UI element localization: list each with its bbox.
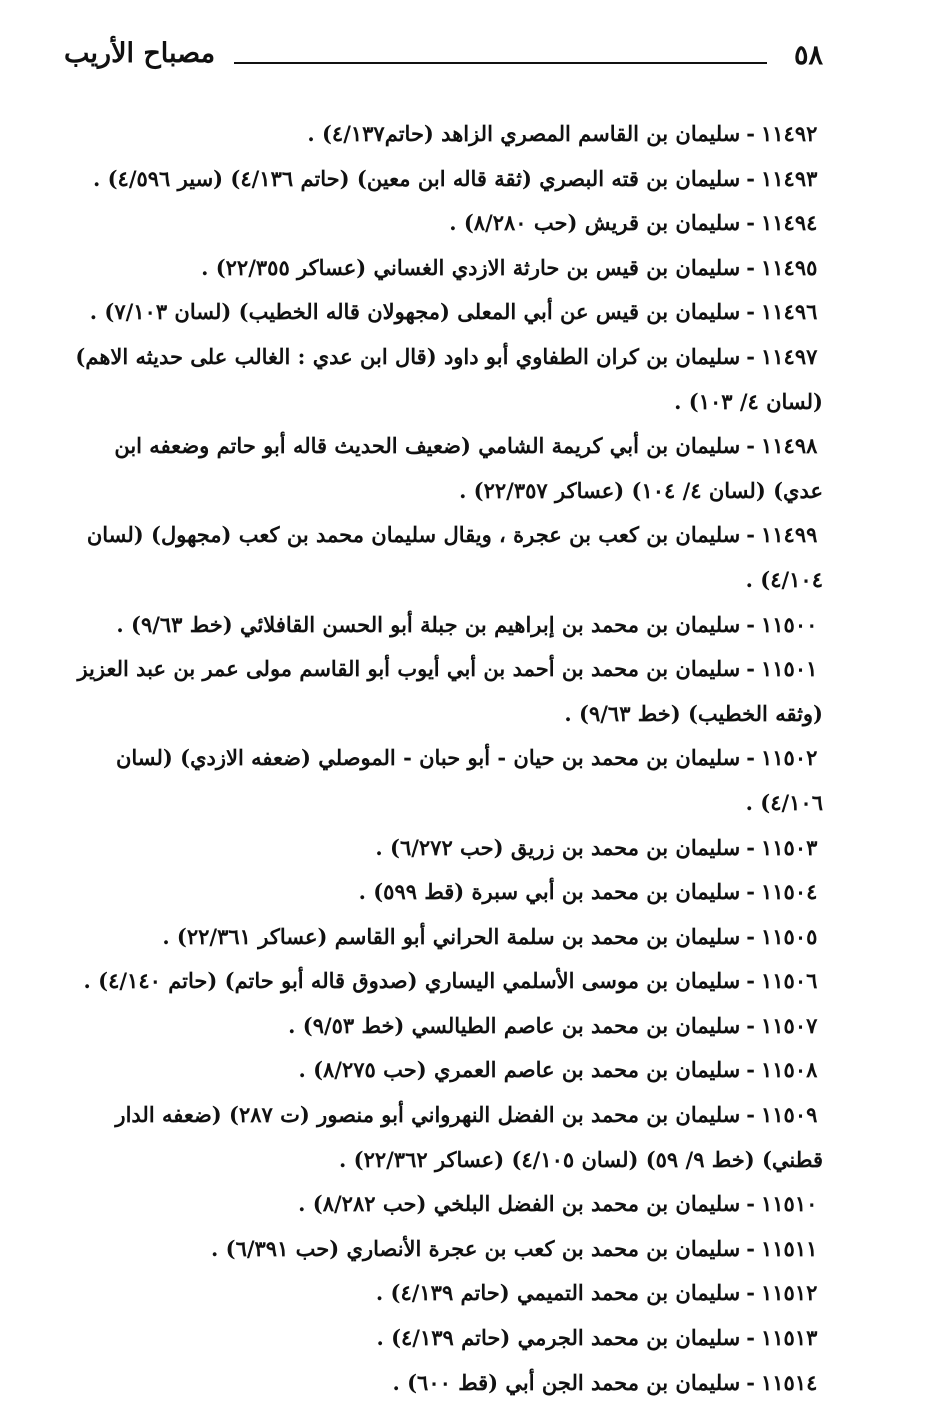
entry-text: سليمان بن قريش (حب ٨/٢٨٠) . <box>449 210 741 236</box>
entry-text: سليمان بن قيس عن أبي المعلى (مجهولان قاله الخطيب) (لسان ٧/١٠٣) . <box>89 299 741 325</box>
entry-text: سليمان بن محمد بن حيان - أبو حبان - الموصلي (ضعفه الازدي) (لسان ٤/١٠٦) . <box>115 745 823 815</box>
entry: ١١٤٩٨-سليمان بن أبي كريمة الشامي (ضعيف الحديث قاله أبو حاتم وضعفه ابن عدي) (لسان ٤/ ١٠٤) (عساكر ٢٢/٣٥٧) . <box>63 424 823 513</box>
entry-number: ١١٥٠٣ <box>761 834 818 860</box>
entry-text: سليمان بن قيس بن حارثة الازدي الغساني (عساكر ٢٢/٣٥٥) . <box>201 254 741 280</box>
entry-number: ١١٤٩٦ <box>761 299 818 325</box>
entry-text: سليمان بن موسى الأسلمي اليساري (صدوق قاله أبو حاتم) (حاتم ٤/١٤٠) . <box>83 968 741 994</box>
entry-number: ١١٥١٢ <box>761 1280 818 1306</box>
header-rule <box>234 62 767 64</box>
entry-text: سليمان بن محمد بن عاصم العمري (حب ٨/٢٧٥) . <box>298 1057 741 1083</box>
entry: ١١٥٠٧-سليمان بن محمد بن عاصم الطيالسي (خط ٩/٥٣) . <box>63 1004 823 1049</box>
entry-number: ١١٤٩٣ <box>761 165 818 191</box>
entry-list <box>63 112 823 1405</box>
entry: ١١٤٩٦-سليمان بن قيس عن أبي المعلى (مجهولان قاله الخطيب) (لسان ٧/١٠٣) . <box>63 290 823 335</box>
entry: ١١٥١٣-سليمان بن محمد الجرمي (حاتم ٤/١٣٩) . <box>63 1316 823 1361</box>
entry-text: سليمان بن محمد بن أبي سبرة (قط ٥٩٩) . <box>358 879 741 905</box>
entry-number: ١١٥٠٩ <box>761 1102 818 1128</box>
entry-number: ١١٥٠٥ <box>761 923 818 949</box>
entry: ١١٥٠٥-سليمان بن محمد بن سلمة الحراني أبو القاسم (عساكر ٢٢/٣٦١) . <box>63 915 823 960</box>
entry: ١١٥١٢-سليمان بن محمد التميمي (حاتم ٤/١٣٩) . <box>63 1271 823 1316</box>
entry: ١١٥٠٢-سليمان بن محمد بن حيان - أبو حبان - الموصلي (ضعفه الازدي) (لسان ٤/١٠٦) . <box>63 736 823 825</box>
entry: ١١٥٠٣-سليمان بن محمد بن زريق (حب ٦/٢٧٢) . <box>63 826 823 871</box>
entry-text: سليمان بن كران الطفاوي أبو داود (قال ابن عدي : الغالب على حديثه الاهم) (لسان ٤/ ١٠٣) . <box>75 343 823 414</box>
entry-text: سليمان بن محمد التميمي (حاتم ٤/١٣٩) . <box>375 1280 741 1306</box>
entry-number: ١١٥٠٨ <box>761 1057 818 1083</box>
entry-text: سليمان بن قته البصري (ثقة قاله ابن معين) (حاتم ٤/١٣٦) (سير ٤/٥٩٦) . <box>92 165 741 191</box>
entry: ١١٥٠٩-سليمان بن محمد بن الفضل النهرواني أبو منصور (ت ٢٨٧) (ضعفه الدار قطني) (خط ٩/ ٥٩) (لسان ٤/١٠٥) (عساكر ٢٢/٣٦٢) . <box>63 1093 823 1182</box>
book-title: مصباح الأريب <box>64 38 216 69</box>
entry: ١١٥١٠-سليمان بن محمد بن الفضل البلخي (حب ٨/٢٨٢) . <box>63 1182 823 1227</box>
entry-number: ١١٤٩٤ <box>761 210 818 236</box>
entry-number: ١١٤٩٨ <box>761 433 818 459</box>
entry-number: ١١٥١١ <box>761 1235 818 1261</box>
page-header <box>64 38 823 82</box>
entry: ١١٥١١-سليمان بن محمد بن كعب بن عجرة الأنصاري (حب ٦/٣٩١) . <box>63 1227 823 1272</box>
entry: ١١٥١٤-سليمان بن محمد الجن أبي (قط ٦٠٠) . <box>63 1361 823 1405</box>
entry-number: ١١٥٠٠ <box>761 611 818 637</box>
entry-number: ١١٥٠٤ <box>761 879 818 905</box>
entry-number: ١١٥٠١ <box>761 656 818 682</box>
entry-number: ١١٥١٤ <box>761 1369 818 1395</box>
entry-text: سليمان بن محمد بن إبراهيم بن جبلة أبو الحسن القافلائي (خط ٩/٦٣) . <box>116 611 741 637</box>
entry-text: سليمان بن محمد بن الفضل البلخي (حب ٨/٢٨٢) . <box>298 1191 741 1217</box>
entry-text: سليمان بن محمد الجن أبي (قط ٦٠٠) . <box>392 1369 741 1395</box>
entry-number: ١١٥٠٢ <box>761 745 818 771</box>
entry: ١١٥٠٠-سليمان بن محمد بن إبراهيم بن جبلة أبو الحسن القافلائي (خط ٩/٦٣) . <box>63 603 823 648</box>
entry-text: سليمان بن محمد الجرمي (حاتم ٤/١٣٩) . <box>376 1325 741 1351</box>
entry: ١١٤٩٥-سليمان بن قيس بن حارثة الازدي الغساني (عساكر ٢٢/٣٥٥) . <box>63 246 823 291</box>
entry-number: ١١٤٩٩ <box>761 522 818 548</box>
entry-text: سليمان بن كعب بن عجرة ، ويقال سليمان محمد بن كعب (مجهول) (لسان ٤/١٠٤) . <box>86 522 823 592</box>
entry: ١١٥٠٦-سليمان بن موسى الأسلمي اليساري (صدوق قاله أبو حاتم) (حاتم ٤/١٤٠) . <box>63 959 823 1004</box>
entry: ١١٥٠٨-سليمان بن محمد بن عاصم العمري (حب ٨/٢٧٥) . <box>63 1048 823 1093</box>
entry-number: ١١٤٩٧ <box>761 343 818 369</box>
entry: ١١٥٠١-سليمان بن محمد بن أحمد بن أبي أيوب أبو القاسم مولى عمر بن عبد العزيز (وثقه الخطيب) (خط ٩/٦٣) . <box>63 647 823 736</box>
entry-text: سليمان بن القاسم المصري الزاهد (حاتم٤/١٣٧) . <box>307 121 741 146</box>
entry-text: سليمان بن محمد بن كعب بن عجرة الأنصاري (حب ٦/٣٩١) . <box>211 1235 741 1261</box>
entry-number: ١١٤٩٢ <box>761 121 818 146</box>
entry: ١١٤٩٣-سليمان بن قته البصري (ثقة قاله ابن معين) (حاتم ٤/١٣٦) (سير ٤/٥٩٦) . <box>63 157 823 202</box>
entry-text: سليمان بن محمد بن زريق (حب ٦/٢٧٢) . <box>375 834 741 860</box>
page-number: ٥٨ <box>793 40 823 71</box>
entry: ١١٤٩٢-سليمان بن القاسم المصري الزاهد (حاتم٤/١٣٧) . <box>63 112 823 157</box>
entry-text: سليمان بن محمد بن الفضل النهرواني أبو منصور (ت ٢٨٧) (ضعفه الدار قطني) (خط ٩/ ٥٩) (لسان ٤/١٠٥) (عساكر ٢٢/٣٦٢) . <box>115 1102 823 1172</box>
entry-number: ١١٥٠٦ <box>761 968 818 994</box>
entry-text: سليمان بن أبي كريمة الشامي (ضعيف الحديث قاله أبو حاتم وضعفه ابن عدي) (لسان ٤/ ١٠٤) (عساكر ٢٢/٣٥٧) . <box>114 433 823 503</box>
entry-number: ١١٥١٠ <box>761 1191 818 1217</box>
entry-text: سليمان بن محمد بن سلمة الحراني أبو القاسم (عساكر ٢٢/٣٦١) . <box>162 923 741 949</box>
entry: ١١٤٩٧-سليمان بن كران الطفاوي أبو داود (قال ابن عدي : الغالب على حديثه الاهم) (لسان ٤/ ١٠٣) . <box>63 335 823 424</box>
entry-number: ١١٥١٣ <box>761 1325 818 1351</box>
entry-number: ١١٥٠٧ <box>761 1012 818 1038</box>
entry: ١١٥٠٤-سليمان بن محمد بن أبي سبرة (قط ٥٩٩) . <box>63 870 823 915</box>
entry-number: ١١٤٩٥ <box>761 254 818 280</box>
entry: ١١٤٩٩-سليمان بن كعب بن عجرة ، ويقال سليمان محمد بن كعب (مجهول) (لسان ٤/١٠٤) . <box>63 513 823 602</box>
entry-text: سليمان بن محمد بن أحمد بن أبي أيوب أبو القاسم مولى عمر بن عبد العزيز (وثقه الخطيب) (خط ٩/٦٣) . <box>77 656 823 726</box>
entry-text: سليمان بن محمد بن عاصم الطيالسي (خط ٩/٥٣) . <box>288 1012 741 1038</box>
entry: ١١٤٩٤-سليمان بن قريش (حب ٨/٢٨٠) . <box>63 201 823 246</box>
